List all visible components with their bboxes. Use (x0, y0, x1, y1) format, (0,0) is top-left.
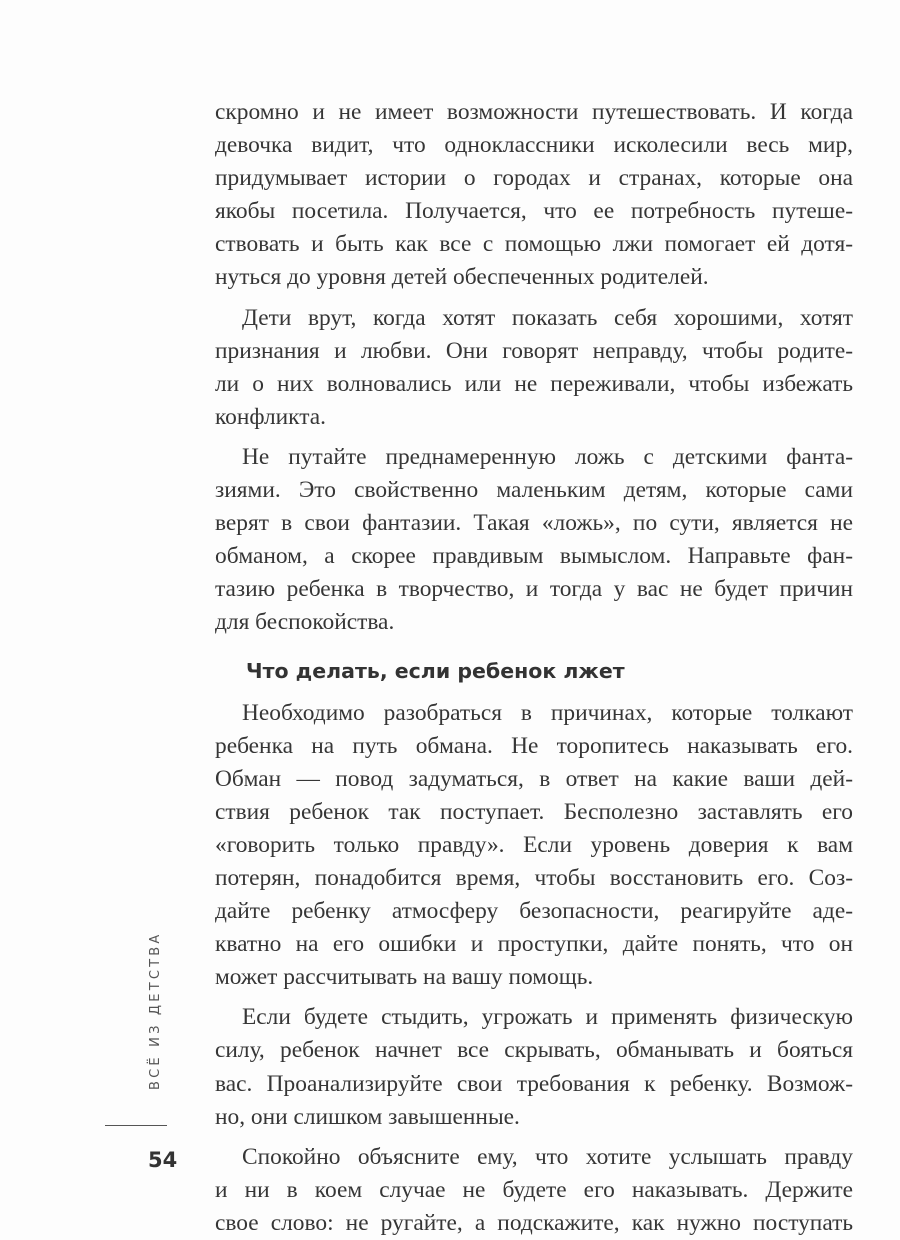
text-line: придумывает истории о городах и странах, которые она (215, 162, 853, 195)
text-line: Не путайте преднамеренную ложь с детскими фанта- (215, 441, 853, 474)
text-line: Дети врут, когда хотят показать себя хорошими, хотят (215, 302, 853, 335)
text-line: силу, ребенок начнет все скрывать, обманывать и бояться (215, 1034, 853, 1067)
paragraphs-after-heading (215, 697, 853, 1240)
paragraphs-before-heading (215, 96, 853, 640)
text-line: скромно и не имеет возможности путешествовать. И когда (215, 96, 853, 129)
text-line: дайте ребенку атмосферу безопасности, реагируйте аде- (215, 895, 853, 928)
text-line: потерян, понадобится время, чтобы восстановить его. Соз- (215, 862, 853, 895)
text-line: Спокойно объясните ему, что хотите услышать правду (215, 1141, 853, 1174)
text-line: обманом, а скорее правдивым вымыслом. Направьте фан- (215, 540, 853, 573)
paragraph (215, 302, 853, 434)
footer-rule (105, 1125, 167, 1126)
text-line: вас. Проанализируйте свои требования к ребенку. Возмож- (215, 1068, 853, 1101)
paragraph-gap (215, 994, 853, 1001)
paragraph (215, 697, 853, 995)
text-line: признания и любви. Они говорят неправду, чтобы родите- (215, 335, 853, 368)
paragraph-gap (215, 1134, 853, 1141)
text-line: но, они слишком завышенные. (215, 1101, 853, 1134)
page-body (215, 96, 853, 1240)
paragraph (215, 1001, 853, 1133)
text-line: может рассчитывать на вашу помощь. (215, 961, 853, 994)
text-line: якобы посетила. Получается, что ее потребность путеше- (215, 195, 853, 228)
text-line: Если будете стыдить, угрожать и применять физическую (215, 1001, 853, 1034)
section-heading: Что делать, если ребенок лжет (215, 652, 853, 697)
text-line: «говорить только правду». Если уровень доверия к вам (215, 829, 853, 862)
text-line: Обман — повод задуматься, в ответ на какие ваши дей- (215, 763, 853, 796)
text-line: нуться до уровня детей обеспеченных родителей. (215, 261, 853, 294)
text-line: ребенка на путь обмана. Не торопитесь наказывать его. (215, 730, 853, 763)
text-line: кватно на его ошибки и проступки, дайте понять, что он (215, 928, 853, 961)
page-number: 54 (148, 1148, 177, 1172)
paragraph (215, 441, 853, 640)
text-line: и ни в коем случае не будете его наказывать. Держите (215, 1174, 853, 1207)
running-title: ВСЁ ИЗ ДЕТСТВА (148, 932, 163, 1090)
paragraph-gap (215, 295, 853, 302)
text-line: свое слово: не ругайте, а подскажите, как нужно поступать (215, 1207, 853, 1240)
text-line: ствовать и быть как все с помощью лжи помогает ей дотя- (215, 228, 853, 261)
text-line: тазию ребенка в творчество, и тогда у вас не будет причин (215, 573, 853, 606)
paragraph (215, 96, 853, 295)
text-line: ли о них волновались или не переживали, чтобы избежать (215, 368, 853, 401)
paragraph-gap (215, 434, 853, 441)
text-line: конфликта. (215, 401, 853, 434)
text-line: ствия ребенок так поступает. Бесполезно заставлять его (215, 796, 853, 829)
text-line: верят в свои фантазии. Такая «ложь», по сути, является не (215, 507, 853, 540)
paragraph (215, 1141, 853, 1240)
text-line: для беспокойства. (215, 606, 853, 639)
text-line: зиями. Это свойственно маленьким детям, которые сами (215, 474, 853, 507)
text-line: Необходимо разобраться в причинах, которые толкают (215, 697, 853, 730)
text-line: девочка видит, что одноклассники исколесили весь мир, (215, 129, 853, 162)
